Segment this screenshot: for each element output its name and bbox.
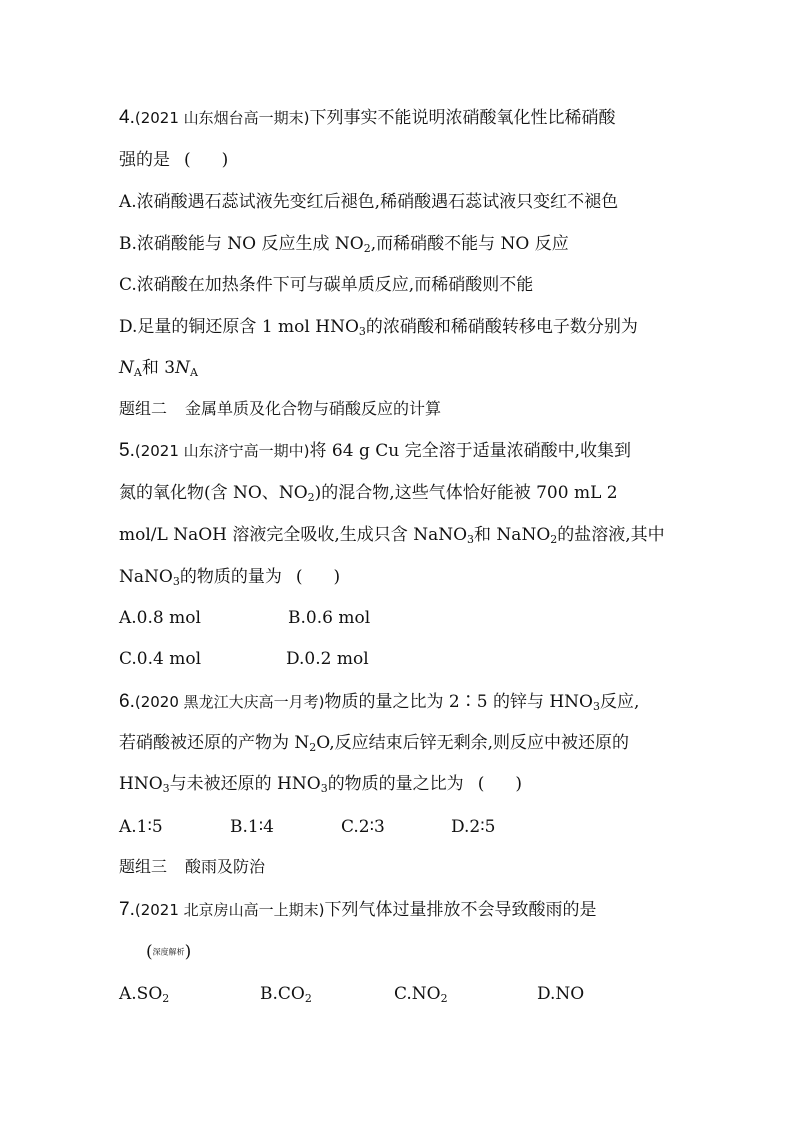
group-heading: 题组二 金属单质及化合物与硝酸反应的计算: [119, 399, 442, 418]
question-source: (2021 北京房山高一上期末): [134, 901, 325, 919]
deep-analysis-tag[interactable]: 深度解析: [152, 947, 185, 957]
q4-line-1: [119, 106, 616, 130]
q4-option-c: C.浓硝酸在加热条件下可与碳单质反应,而稀硝酸则不能: [119, 275, 534, 295]
q4-option-b: B.浓硝酸能与 NO 反应生成 $NO_2$,而稀硝酸不能与 NO 反应: [119, 234, 569, 255]
q4-line-2: [119, 148, 229, 172]
q6-option-d: D.2∶5: [451, 817, 496, 837]
q5-option-a: A.0.8 mol: [119, 608, 201, 628]
question-source: (2021 山东烟台高一期末): [134, 109, 310, 127]
q5-line-1: 5.(2021 山东济宁高一期中)将 64 g Cu 完全溶于适量浓硝酸中,收集到: [119, 440, 632, 461]
q6-option-c: C.2∶3: [341, 817, 385, 837]
question-stem: 下列事实不能说明浓硝酸氧化性比稀硝酸: [309, 108, 616, 128]
q6-option-a: A.1∶5: [119, 817, 163, 837]
answer-blank: ( ): [477, 774, 523, 794]
group-heading: 题组三 酸雨及防治: [119, 857, 266, 876]
q6-line-2: 若硝酸被还原的产物为 $N_2O$,反应结束后锌无剩余,则反应中被还原的: [119, 733, 630, 754]
q5-option-b: B.0.6 mol: [288, 608, 371, 628]
q5-option-d: D.0.2 mol: [286, 649, 369, 669]
q4-option-a: A.浓硝酸遇石蕊试液先变红后褪色,稀硝酸遇石蕊试液只变红不褪色: [119, 192, 619, 212]
q7-option-b: $B.CO_2$: [260, 984, 312, 1005]
q7-option-a: $A.SO_2$: [119, 984, 170, 1005]
q5-line-2: 氮的氧化物(含 NO、$NO_2$)的混合物,这些气体恰好能被 700 mL 2: [119, 483, 618, 504]
question-number: 4.: [119, 107, 135, 128]
q6-line-3: $HNO_3$与未被还原的 $HNO_3$的物质的量之比为 ( ): [119, 774, 523, 795]
answer-blank: ( ): [184, 150, 230, 170]
q4-option-d-line-1: D.足量的铜还原含 1 mol $HNO_3$的浓硝酸和稀硝酸转移电子数分别为: [119, 317, 638, 338]
q5-option-c: C.0.4 mol: [119, 649, 202, 669]
q7-line-1: 7.(2021 北京房山高一上期末)下列气体过量排放不会导致酸雨的是: [119, 899, 597, 920]
q5-line-4: NaNO$_3$的物质的量为 ( ): [119, 567, 342, 588]
q5-line-3: mol/L NaOH 溶液完全吸收,生成只含 NaNO$_3$和 NaNO$_2$的盐溶液,其中: [119, 525, 665, 546]
question-number: 6.: [119, 691, 135, 712]
question-number: 7.: [119, 899, 135, 920]
q6-option-b: B.1∶4: [230, 817, 274, 837]
question-source: (2020 黑龙江大庆高一月考): [134, 693, 325, 711]
q7-option-c: $C.NO_2$: [394, 984, 448, 1005]
q4-option-d-line-2: $N_A$和 $3N_A$: [119, 358, 198, 379]
q6-line-1: 6.(2020 黑龙江大庆高一月考)物质的量之比为 2∶5 的锌与 $HNO_3$反应,: [119, 691, 640, 713]
q7-line-2: (深度解析): [146, 942, 192, 962]
q7-option-d: D.NO: [537, 984, 585, 1004]
question-number: 5.: [119, 440, 135, 461]
question-stem: 强的是: [119, 150, 170, 170]
question-source: (2021 山东济宁高一期中): [134, 442, 310, 460]
answer-blank: ( ): [295, 567, 342, 587]
